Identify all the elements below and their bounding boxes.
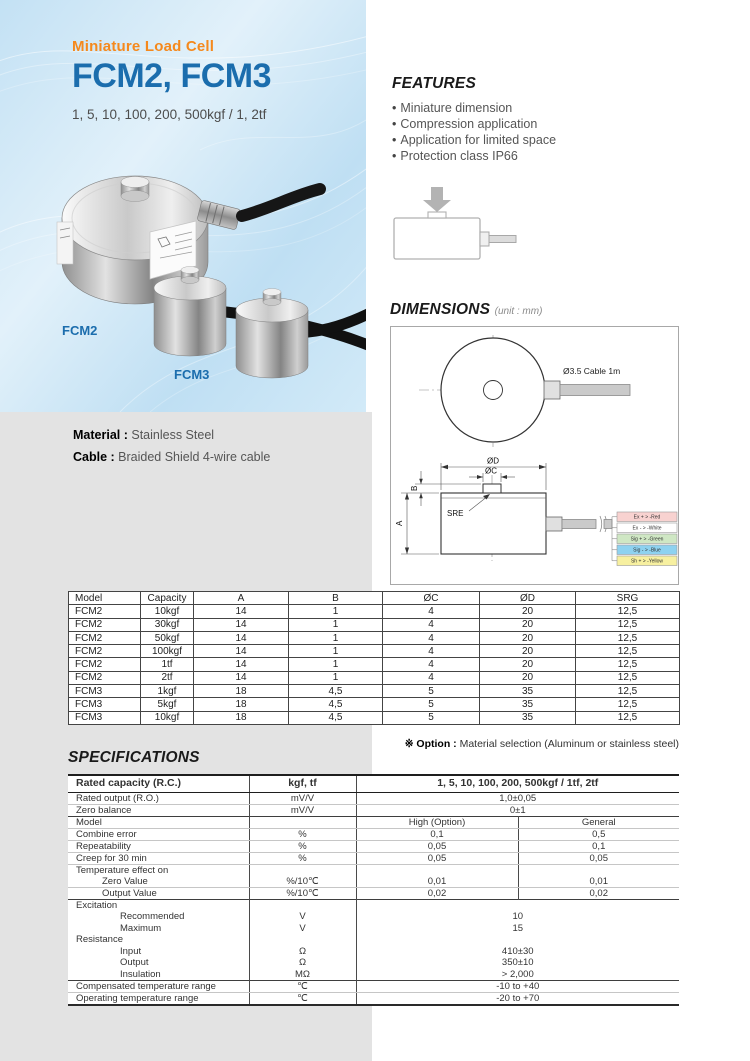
spec-row	[68, 852, 679, 864]
table-cell: 1	[289, 658, 383, 671]
spec-cell	[518, 864, 679, 876]
table-cell: 14	[194, 618, 289, 631]
spec-cell: 10	[356, 911, 679, 923]
table-cell: 35	[480, 685, 576, 698]
table-cell: 50kgf	[141, 631, 194, 644]
specifications-table	[68, 774, 679, 1006]
table-cell: 20	[480, 631, 576, 644]
spec-cell: 0,5	[518, 828, 679, 840]
table-cell: 1	[289, 645, 383, 658]
table-cell: 35	[480, 711, 576, 724]
cable-value: Braided Shield 4-wire cable	[118, 450, 271, 464]
column-header: ØD	[480, 592, 576, 605]
spec-cell: Output	[68, 957, 249, 969]
cable-line	[73, 446, 270, 468]
column-header: Capacity	[141, 592, 194, 605]
spec-row	[68, 876, 679, 888]
spec-cell: 0,02	[518, 887, 679, 899]
table-cell: 5	[383, 698, 480, 711]
table-cell: 12,5	[576, 631, 680, 644]
table-cell: 5	[383, 711, 480, 724]
spec-cell: Input	[68, 946, 249, 958]
dim-label-c: ØC	[485, 466, 497, 476]
table-cell: 18	[194, 685, 289, 698]
table-cell: 20	[480, 645, 576, 658]
spec-cell: 0,05	[518, 852, 679, 864]
dim-label-b: B	[410, 485, 419, 491]
spec-cell: ℃	[249, 980, 356, 992]
spec-cell: Zero Value	[68, 876, 249, 888]
table-cell: 18	[194, 711, 289, 724]
title-block	[72, 38, 362, 122]
cable-label: Cable	[73, 450, 108, 464]
column-header: B	[289, 592, 383, 605]
spec-cell: 0,01	[356, 876, 518, 888]
spec-cell: Excitation	[68, 899, 249, 911]
table-cell: 1	[289, 631, 383, 644]
spec-cell	[356, 864, 518, 876]
table-cell: 20	[480, 618, 576, 631]
dim-label-d: ØD	[487, 456, 499, 466]
specifications-table-body	[68, 775, 679, 1005]
spec-cell: ℃	[249, 992, 356, 1005]
dimension-table-body	[69, 592, 680, 725]
capacity-line: 1, 5, 10, 100, 200, 500kgf / 1, 2tf	[72, 107, 267, 122]
table-cell: 1tf	[141, 658, 194, 671]
spec-cell: mV/V	[249, 804, 356, 816]
unit-note: (unit : mm)	[494, 306, 543, 317]
table-cell: FCM2	[69, 631, 141, 644]
table-row	[69, 618, 680, 631]
table-cell: 2tf	[141, 671, 194, 684]
spec-cell: 410±30	[356, 946, 679, 958]
spec-cell: Model	[68, 816, 249, 828]
table-cell: 4	[383, 658, 480, 671]
spec-cell: Creep for 30 min	[68, 852, 249, 864]
spec-cell: 0±1	[356, 804, 679, 816]
list-item: • Compression application	[392, 117, 538, 131]
spec-row	[68, 957, 679, 969]
table-header-row	[69, 592, 680, 605]
product-category: Miniature Load Cell	[72, 38, 215, 55]
spec-row	[68, 840, 679, 852]
table-row	[69, 658, 680, 671]
table-cell: 10kgf	[141, 711, 194, 724]
spec-cell	[249, 864, 356, 876]
wire-label: Sig + > -Green	[630, 536, 664, 543]
dimension-table-section	[68, 591, 680, 725]
spec-row	[68, 969, 679, 981]
spec-cell	[356, 934, 679, 946]
spec-cell: Combine error	[68, 828, 249, 840]
material-line	[73, 424, 270, 446]
table-cell: FCM2	[69, 605, 141, 618]
spec-cell: 1,0±0,05	[356, 792, 679, 804]
features-heading: FEATURES	[392, 75, 476, 92]
spec-cell: Ω	[249, 957, 356, 969]
spec-cell: %/10℃	[249, 887, 356, 899]
table-cell: 1	[289, 618, 383, 631]
table-cell: 14	[194, 605, 289, 618]
column-header: ØC	[383, 592, 480, 605]
list-item: • Application for limited space	[392, 133, 557, 147]
features-list	[392, 100, 662, 164]
down-arrow-icon	[423, 187, 451, 212]
spec-cell: -20 to +70	[356, 992, 679, 1005]
table-cell: 100kgf	[141, 645, 194, 658]
table-cell: FCM3	[69, 711, 141, 724]
spec-row	[68, 792, 679, 804]
spec-row	[68, 934, 679, 946]
dimensions-drawing-box	[390, 326, 679, 585]
table-cell: 4	[383, 618, 480, 631]
table-cell: 4	[383, 645, 480, 658]
spec-cell: 0,05	[356, 840, 518, 852]
spec-cell: 1, 5, 10, 100, 200, 500kgf / 1tf, 2tf	[356, 775, 679, 792]
specifications-section	[68, 774, 679, 1006]
dimensions-heading: DIMENSIONS (unit : mm)	[390, 301, 543, 318]
spec-row	[68, 864, 679, 876]
spec-cell: Output Value	[68, 887, 249, 899]
spec-row	[68, 775, 679, 792]
spec-cell: Zero balance	[68, 804, 249, 816]
spec-cell: Ω	[249, 946, 356, 958]
spec-cell: 350±10	[356, 957, 679, 969]
dim-label-sre: SRE	[447, 509, 464, 518]
spec-cell: -10 to +40	[356, 980, 679, 992]
spec-row	[68, 816, 679, 828]
table-cell: 4	[383, 605, 480, 618]
spec-cell: Rated capacity (R.C.)	[68, 775, 249, 792]
table-cell: 5	[383, 685, 480, 698]
dimensions-drawing	[391, 327, 678, 584]
column-header: A	[194, 592, 289, 605]
spec-row	[68, 828, 679, 840]
spec-cell	[249, 899, 356, 911]
spec-cell: V	[249, 922, 356, 934]
spec-cell: Maximum	[68, 922, 249, 934]
table-cell: 4	[383, 671, 480, 684]
table-cell: 1	[289, 605, 383, 618]
table-row	[69, 671, 680, 684]
table-cell: 1	[289, 671, 383, 684]
spec-cell: General	[518, 816, 679, 828]
page-title: FCM2, FCM3	[72, 57, 271, 95]
wire-label: Ex - > -White	[632, 525, 662, 532]
table-row	[69, 698, 680, 711]
bullet-icon: •	[392, 149, 397, 163]
wire-label: Sig - > -Blue	[633, 547, 661, 554]
hero-panel	[0, 0, 366, 412]
spec-cell: kgf, tf	[249, 775, 356, 792]
spec-cell: %	[249, 840, 356, 852]
spec-cell: 0,1	[356, 828, 518, 840]
spec-cell: Rated output (R.O.)	[68, 792, 249, 804]
fcm2-photo-label: FCM2	[62, 323, 98, 338]
material-value: Stainless Steel	[131, 428, 215, 442]
table-cell: 1kgf	[141, 685, 194, 698]
spec-cell: Resistance	[68, 934, 249, 946]
spec-cell: Recommended	[68, 911, 249, 923]
table-cell: 14	[194, 658, 289, 671]
spec-cell	[249, 934, 356, 946]
table-row	[69, 711, 680, 724]
table-cell: 4,5	[289, 685, 383, 698]
spec-cell: High (Option)	[356, 816, 518, 828]
spec-cell: 15	[356, 922, 679, 934]
spec-cell: Operating temperature range	[68, 992, 249, 1005]
spec-row	[68, 887, 679, 899]
list-item: • Miniature dimension	[392, 101, 513, 115]
spec-row	[68, 946, 679, 958]
bullet-icon: •	[392, 117, 397, 131]
wire-label: Sh + > -Yellow	[630, 558, 664, 565]
table-cell: 18	[194, 698, 289, 711]
spec-cell: MΩ	[249, 969, 356, 981]
table-row	[69, 605, 680, 618]
option-note-prefix: ※ Option :	[404, 738, 457, 750]
table-cell: 12,5	[576, 671, 680, 684]
dim-label-a: A	[395, 520, 404, 526]
column-header: Model	[69, 592, 141, 605]
table-cell: 12,5	[576, 711, 680, 724]
fcm3-photo	[154, 267, 366, 378]
table-cell: FCM3	[69, 698, 141, 711]
spec-row	[68, 992, 679, 1005]
fcm3-photo-label: FCM3	[174, 367, 210, 382]
table-cell: FCM2	[69, 671, 141, 684]
spec-row	[68, 911, 679, 923]
spec-cell: Insulation	[68, 969, 249, 981]
table-cell: 4	[383, 631, 480, 644]
bullet-icon: •	[392, 101, 397, 115]
spec-row	[68, 980, 679, 992]
table-cell: 12,5	[576, 645, 680, 658]
table-cell: 35	[480, 698, 576, 711]
material-cable-block	[73, 424, 270, 468]
wire-label: Ex + > -Red	[633, 514, 661, 521]
table-cell: 14	[194, 631, 289, 644]
table-cell: 4,5	[289, 711, 383, 724]
option-note-text: Material selection (Aluminum or stainless steel)	[459, 738, 679, 750]
table-cell: FCM3	[69, 685, 141, 698]
table-cell: 30kgf	[141, 618, 194, 631]
spec-cell: 0,1	[518, 840, 679, 852]
table-cell: 4,5	[289, 698, 383, 711]
specifications-heading: SPECIFICATIONS	[68, 749, 200, 766]
spec-cell: 0,05	[356, 852, 518, 864]
table-cell: 20	[480, 605, 576, 618]
spec-row	[68, 922, 679, 934]
wiring-legend	[617, 512, 677, 566]
spec-cell: %/10℃	[249, 876, 356, 888]
table-cell: 12,5	[576, 658, 680, 671]
table-cell: FCM2	[69, 618, 141, 631]
colon: :	[107, 450, 119, 464]
spec-cell: V	[249, 911, 356, 923]
spec-cell	[356, 899, 679, 911]
table-row	[69, 685, 680, 698]
table-cell: 12,5	[576, 685, 680, 698]
spec-row	[68, 804, 679, 816]
spec-cell: Compensated temperature range	[68, 980, 249, 992]
spec-cell: 0,01	[518, 876, 679, 888]
cable-dimension-label: Ø3.5 Cable 1m	[563, 366, 621, 376]
table-cell: FCM2	[69, 645, 141, 658]
table-cell: 20	[480, 658, 576, 671]
table-row	[69, 645, 680, 658]
spec-cell: %	[249, 852, 356, 864]
features-section	[392, 75, 662, 164]
column-header: SRG	[576, 592, 680, 605]
spec-row	[68, 899, 679, 911]
table-cell: 12,5	[576, 605, 680, 618]
spec-cell: Temperature effect on	[68, 864, 249, 876]
table-row	[69, 631, 680, 644]
material-label: Material	[73, 428, 121, 442]
spec-cell: mV/V	[249, 792, 356, 804]
table-cell: 12,5	[576, 618, 680, 631]
table-cell: 14	[194, 645, 289, 658]
compression-application-icon	[388, 186, 523, 262]
bullet-icon: •	[392, 133, 397, 147]
spec-cell	[249, 816, 356, 828]
table-cell: FCM2	[69, 658, 141, 671]
dimension-table	[68, 591, 680, 725]
spec-cell: %	[249, 828, 356, 840]
table-cell: 12,5	[576, 698, 680, 711]
spec-cell: Repeatability	[68, 840, 249, 852]
table-cell: 5kgf	[141, 698, 194, 711]
spec-cell: > 2,000	[356, 969, 679, 981]
table-cell: 20	[480, 671, 576, 684]
colon: :	[120, 428, 132, 442]
list-item: • Protection class IP66	[392, 149, 518, 163]
spec-cell: 0,02	[356, 887, 518, 899]
table-cell: 10kgf	[141, 605, 194, 618]
table-cell: 14	[194, 671, 289, 684]
